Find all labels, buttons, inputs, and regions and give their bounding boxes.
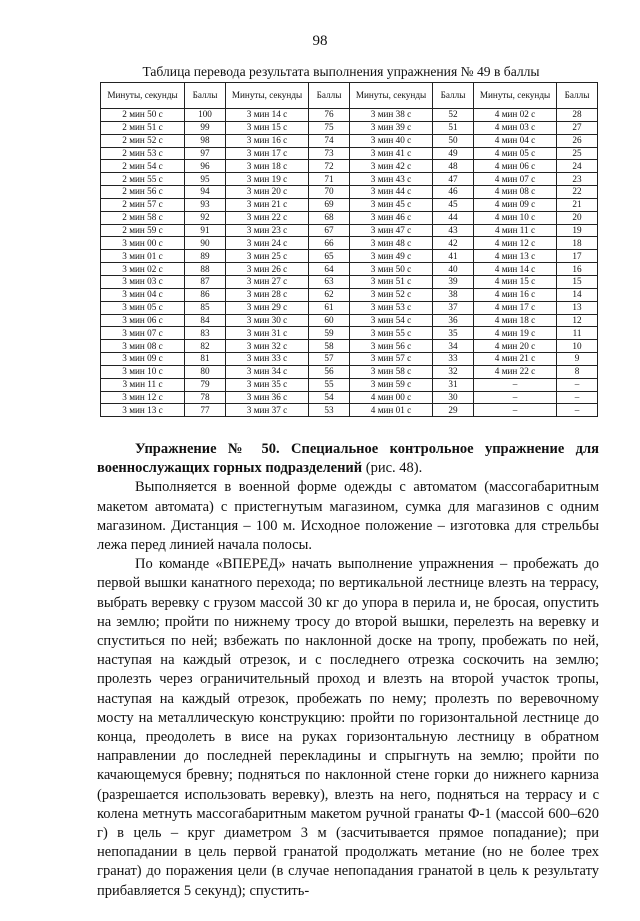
header-cell: Баллы bbox=[557, 83, 598, 109]
time-cell: 3 мин 20 с bbox=[226, 186, 309, 199]
score-cell: 74 bbox=[309, 134, 350, 147]
time-cell: 3 мин 18 с bbox=[226, 160, 309, 173]
table-row bbox=[101, 365, 598, 378]
time-cell: 3 мин 24 с bbox=[226, 237, 309, 250]
table-row bbox=[101, 224, 598, 237]
score-cell: 53 bbox=[309, 404, 350, 417]
time-cell: 2 мин 50 с bbox=[101, 109, 185, 122]
score-cell: 72 bbox=[309, 160, 350, 173]
time-cell: 3 мин 37 с bbox=[226, 404, 309, 417]
score-cell: 60 bbox=[309, 314, 350, 327]
time-cell: 3 мин 13 с bbox=[101, 404, 185, 417]
table-row bbox=[101, 353, 598, 366]
score-cell: 14 bbox=[557, 288, 598, 301]
time-cell: 3 мин 05 с bbox=[101, 301, 185, 314]
score-cell: 95 bbox=[185, 173, 226, 186]
time-cell: 3 мин 04 с bbox=[101, 288, 185, 301]
score-cell: 40 bbox=[433, 263, 474, 276]
time-cell: 4 мин 01 с bbox=[350, 404, 433, 417]
score-cell: 33 bbox=[433, 353, 474, 366]
table-row bbox=[101, 237, 598, 250]
time-cell: – bbox=[474, 404, 557, 417]
time-cell: 3 мин 33 с bbox=[226, 353, 309, 366]
time-cell: 3 мин 40 с bbox=[350, 134, 433, 147]
time-cell: – bbox=[474, 391, 557, 404]
score-cell: 80 bbox=[185, 365, 226, 378]
time-cell: 2 мин 59 с bbox=[101, 224, 185, 237]
time-cell: 3 мин 49 с bbox=[350, 250, 433, 263]
time-cell: 4 мин 03 с bbox=[474, 121, 557, 134]
time-cell: 3 мин 53 с bbox=[350, 301, 433, 314]
table-row bbox=[101, 275, 598, 288]
score-cell: 61 bbox=[309, 301, 350, 314]
time-cell: 2 мин 51 с bbox=[101, 121, 185, 134]
score-cell: 78 bbox=[185, 391, 226, 404]
time-cell: 3 мин 31 с bbox=[226, 327, 309, 340]
score-cell: 67 bbox=[309, 224, 350, 237]
page-number: 98 bbox=[312, 33, 328, 49]
score-cell: 23 bbox=[557, 173, 598, 186]
time-cell: 3 мин 22 с bbox=[226, 211, 309, 224]
table-caption: Таблица перевода результата выполнения упражнения № 49 в баллы bbox=[142, 64, 540, 79]
table-row bbox=[101, 160, 598, 173]
header-cell: Баллы bbox=[309, 83, 350, 109]
table-row bbox=[101, 198, 598, 211]
time-cell: 4 мин 18 с bbox=[474, 314, 557, 327]
time-cell: 3 мин 25 с bbox=[226, 250, 309, 263]
paragraph-1: Выполняется в военной форме одежды с автоматом (массогабаритным макетом автомата) с пристегнутым магазином, сумка для магазинов с одним магазином. Дистанция – 100 м. Исходное положение – изготовка для стрельбы лежа перед линией начала полосы. bbox=[97, 479, 599, 554]
table-row bbox=[101, 109, 598, 122]
score-cell: 54 bbox=[309, 391, 350, 404]
time-cell: 4 мин 11 с bbox=[474, 224, 557, 237]
score-cell: 57 bbox=[309, 353, 350, 366]
score-cell: 32 bbox=[433, 365, 474, 378]
header-cell: Минуты, секунды bbox=[474, 83, 557, 109]
score-cell: 8 bbox=[557, 365, 598, 378]
table-row bbox=[101, 314, 598, 327]
table-row bbox=[101, 186, 598, 199]
score-cell: 91 bbox=[185, 224, 226, 237]
score-cell: 94 bbox=[185, 186, 226, 199]
time-cell: 4 мин 14 с bbox=[474, 263, 557, 276]
header-cell: Минуты, секунды bbox=[350, 83, 433, 109]
time-cell: 3 мин 09 с bbox=[101, 353, 185, 366]
table-row bbox=[101, 173, 598, 186]
time-cell: 3 мин 28 с bbox=[226, 288, 309, 301]
table-row bbox=[101, 121, 598, 134]
time-cell: 4 мин 12 с bbox=[474, 237, 557, 250]
score-cell: – bbox=[557, 391, 598, 404]
time-cell: 3 мин 46 с bbox=[350, 211, 433, 224]
score-cell: 90 bbox=[185, 237, 226, 250]
time-cell: 3 мин 12 с bbox=[101, 391, 185, 404]
time-cell: 3 мин 44 с bbox=[350, 186, 433, 199]
time-cell: 3 мин 07 с bbox=[101, 327, 185, 340]
time-cell: 3 мин 16 с bbox=[226, 134, 309, 147]
time-cell: 3 мин 06 с bbox=[101, 314, 185, 327]
time-cell: 4 мин 00 с bbox=[350, 391, 433, 404]
score-cell: – bbox=[557, 404, 598, 417]
score-cell: 15 bbox=[557, 275, 598, 288]
time-cell: 2 мин 58 с bbox=[101, 211, 185, 224]
score-cell: 64 bbox=[309, 263, 350, 276]
table-header-row bbox=[101, 83, 598, 109]
score-cell: 42 bbox=[433, 237, 474, 250]
score-cell: 29 bbox=[433, 404, 474, 417]
score-cell: 83 bbox=[185, 327, 226, 340]
score-cell: 65 bbox=[309, 250, 350, 263]
time-cell: 3 мин 52 с bbox=[350, 288, 433, 301]
time-cell: 3 мин 56 с bbox=[350, 340, 433, 353]
score-cell: 63 bbox=[309, 275, 350, 288]
score-cell: 76 bbox=[309, 109, 350, 122]
time-cell: 4 мин 05 с bbox=[474, 147, 557, 160]
time-cell: 4 мин 15 с bbox=[474, 275, 557, 288]
score-cell: 58 bbox=[309, 340, 350, 353]
score-cell: 26 bbox=[557, 134, 598, 147]
score-cell: 59 bbox=[309, 327, 350, 340]
score-cell: 87 bbox=[185, 275, 226, 288]
time-cell: 3 мин 08 с bbox=[101, 340, 185, 353]
header-cell: Баллы bbox=[185, 83, 226, 109]
time-cell: 3 мин 47 с bbox=[350, 224, 433, 237]
time-cell: 4 мин 10 с bbox=[474, 211, 557, 224]
time-cell: 3 мин 36 с bbox=[226, 391, 309, 404]
score-cell: 73 bbox=[309, 147, 350, 160]
time-cell: 3 мин 11 с bbox=[101, 378, 185, 391]
score-cell: 48 bbox=[433, 160, 474, 173]
score-cell: 100 bbox=[185, 109, 226, 122]
score-cell: 89 bbox=[185, 250, 226, 263]
score-cell: 12 bbox=[557, 314, 598, 327]
score-table bbox=[100, 82, 598, 417]
score-cell: 11 bbox=[557, 327, 598, 340]
score-cell: 17 bbox=[557, 250, 598, 263]
time-cell: 3 мин 59 с bbox=[350, 378, 433, 391]
time-cell: 3 мин 00 с bbox=[101, 237, 185, 250]
score-cell: 46 bbox=[433, 186, 474, 199]
time-cell: 2 мин 52 с bbox=[101, 134, 185, 147]
score-cell: 66 bbox=[309, 237, 350, 250]
time-cell: 4 мин 19 с bbox=[474, 327, 557, 340]
time-cell: 3 мин 17 с bbox=[226, 147, 309, 160]
table-row bbox=[101, 404, 598, 417]
exercise-heading-bold: Упражнение № 50. Специальное контрольное упражнение для военнослужащих горных подразделений bbox=[97, 441, 599, 477]
score-cell: 31 bbox=[433, 378, 474, 391]
table-row bbox=[101, 250, 598, 263]
score-cell: 44 bbox=[433, 211, 474, 224]
header-cell: Минуты, секунды bbox=[101, 83, 185, 109]
score-cell: 34 bbox=[433, 340, 474, 353]
time-cell: 2 мин 57 с bbox=[101, 198, 185, 211]
time-cell: 3 мин 02 с bbox=[101, 263, 185, 276]
score-cell: 86 bbox=[185, 288, 226, 301]
score-cell: 27 bbox=[557, 121, 598, 134]
score-cell: 43 bbox=[433, 224, 474, 237]
time-cell: 3 мин 03 с bbox=[101, 275, 185, 288]
header-cell: Минуты, секунды bbox=[226, 83, 309, 109]
time-cell: 3 мин 57 с bbox=[350, 353, 433, 366]
time-cell: 4 мин 16 с bbox=[474, 288, 557, 301]
score-cell: 50 bbox=[433, 134, 474, 147]
time-cell: 3 мин 58 с bbox=[350, 365, 433, 378]
time-cell: 3 мин 55 с bbox=[350, 327, 433, 340]
header-cell: Баллы bbox=[433, 83, 474, 109]
score-cell: 79 bbox=[185, 378, 226, 391]
time-cell: 2 мин 55 с bbox=[101, 173, 185, 186]
time-cell: – bbox=[474, 378, 557, 391]
time-cell: 3 мин 19 с bbox=[226, 173, 309, 186]
score-cell: 88 bbox=[185, 263, 226, 276]
table-row bbox=[101, 147, 598, 160]
score-cell: 49 bbox=[433, 147, 474, 160]
time-cell: 3 мин 51 с bbox=[350, 275, 433, 288]
time-cell: 3 мин 45 с bbox=[350, 198, 433, 211]
score-cell: 77 bbox=[185, 404, 226, 417]
score-cell: 70 bbox=[309, 186, 350, 199]
score-cell: 55 bbox=[309, 378, 350, 391]
score-cell: 75 bbox=[309, 121, 350, 134]
table-row bbox=[101, 327, 598, 340]
score-cell: 92 bbox=[185, 211, 226, 224]
score-cell: 36 bbox=[433, 314, 474, 327]
score-cell: 18 bbox=[557, 237, 598, 250]
time-cell: 4 мин 20 с bbox=[474, 340, 557, 353]
time-cell: 3 мин 39 с bbox=[350, 121, 433, 134]
time-cell: 3 мин 30 с bbox=[226, 314, 309, 327]
score-cell: 41 bbox=[433, 250, 474, 263]
score-cell: 56 bbox=[309, 365, 350, 378]
time-cell: 3 мин 54 с bbox=[350, 314, 433, 327]
exercise-heading bbox=[97, 440, 599, 478]
time-cell: 4 мин 22 с bbox=[474, 365, 557, 378]
time-cell: 4 мин 13 с bbox=[474, 250, 557, 263]
time-cell: 3 мин 15 с bbox=[226, 121, 309, 134]
score-cell: 99 bbox=[185, 121, 226, 134]
time-cell: 4 мин 02 с bbox=[474, 109, 557, 122]
score-cell: 62 bbox=[309, 288, 350, 301]
score-cell: 37 bbox=[433, 301, 474, 314]
score-cell: 93 bbox=[185, 198, 226, 211]
paragraph-2: По команде «ВПЕРЕД» начать выполнение упражнения – пробежать до первой вышки канатного перехода; по вертикальной лестнице влезть на террасу, выбрать веревку с грузом массой 30 кг до упора в перила и, не бросая, опустить на землю; пройти по нижнему тросу до второй вышки, перелезть на веревку и спуститься по ней; взбежать по наклонной доске на тропу, пробежать по ней, наступая на каждый отрезок, и с последнего отрезка соскочить на землю; пролезть через ограничительный проход и влезть на второй участок тропы, наступая на каждый отрезок, пробежать по нему; пролезть по веревочному мосту на металлическую конструкцию: пройти по горизонтальной лестнице до конца, преодолеть в висе на руках горизонтальную лестницу в обратном направлении до последней перекладины и спрыгнуть на землю; пройти по качающемуся бревну; подняться по наклонной стене горки до нижнего карниза (разрешается использовать веревку), влезть на него, подняться на террасу и с колена метнуть массогабаритным макетом ручной гранаты Ф-1 (массой 600–620 г) в цель – круг диаметром 3 м (засчитывается прямое попадание); при непопадании в цель первой гранатой продолжать метание (но не более трех гранат) до поражения цели (в случае непопадания гранатой в цель к результату прибавляется 5 секунд); спустить- bbox=[97, 556, 599, 899]
time-cell: 2 мин 56 с bbox=[101, 186, 185, 199]
score-cell: 81 bbox=[185, 353, 226, 366]
time-cell: 4 мин 04 с bbox=[474, 134, 557, 147]
score-cell: 69 bbox=[309, 198, 350, 211]
exercise-heading-tail: (рис. 48). bbox=[362, 460, 423, 477]
score-cell: 21 bbox=[557, 198, 598, 211]
time-cell: 4 мин 06 с bbox=[474, 160, 557, 173]
score-cell: 38 bbox=[433, 288, 474, 301]
score-cell: 10 bbox=[557, 340, 598, 353]
time-cell: 3 мин 42 с bbox=[350, 160, 433, 173]
table-row bbox=[101, 378, 598, 391]
time-cell: 4 мин 07 с bbox=[474, 173, 557, 186]
score-cell: 68 bbox=[309, 211, 350, 224]
time-cell: 4 мин 09 с bbox=[474, 198, 557, 211]
score-table-container bbox=[100, 82, 598, 417]
score-cell: 25 bbox=[557, 147, 598, 160]
time-cell: 3 мин 27 с bbox=[226, 275, 309, 288]
time-cell: 2 мин 53 с bbox=[101, 147, 185, 160]
score-cell: 51 bbox=[433, 121, 474, 134]
time-cell: 3 мин 01 с bbox=[101, 250, 185, 263]
time-cell: 3 мин 41 с bbox=[350, 147, 433, 160]
score-cell: 30 bbox=[433, 391, 474, 404]
score-cell: 35 bbox=[433, 327, 474, 340]
score-cell: 24 bbox=[557, 160, 598, 173]
score-cell: 39 bbox=[433, 275, 474, 288]
table-row bbox=[101, 211, 598, 224]
score-cell: 45 bbox=[433, 198, 474, 211]
score-cell: 71 bbox=[309, 173, 350, 186]
score-cell: 97 bbox=[185, 147, 226, 160]
time-cell: 3 мин 26 с bbox=[226, 263, 309, 276]
time-cell: 4 мин 21 с bbox=[474, 353, 557, 366]
time-cell: 3 мин 35 с bbox=[226, 378, 309, 391]
score-cell: 82 bbox=[185, 340, 226, 353]
time-cell: 2 мин 54 с bbox=[101, 160, 185, 173]
time-cell: 3 мин 29 с bbox=[226, 301, 309, 314]
time-cell: 3 мин 21 с bbox=[226, 198, 309, 211]
time-cell: 3 мин 43 с bbox=[350, 173, 433, 186]
score-cell: 28 bbox=[557, 109, 598, 122]
score-cell: 98 bbox=[185, 134, 226, 147]
table-body bbox=[101, 109, 598, 417]
table-row bbox=[101, 301, 598, 314]
score-cell: 96 bbox=[185, 160, 226, 173]
time-cell: 4 мин 17 с bbox=[474, 301, 557, 314]
table-row bbox=[101, 391, 598, 404]
score-cell: 9 bbox=[557, 353, 598, 366]
score-cell: 85 bbox=[185, 301, 226, 314]
score-cell: 16 bbox=[557, 263, 598, 276]
table-row bbox=[101, 263, 598, 276]
table-row bbox=[101, 340, 598, 353]
table-row bbox=[101, 288, 598, 301]
time-cell: 3 мин 50 с bbox=[350, 263, 433, 276]
score-cell: 22 bbox=[557, 186, 598, 199]
score-cell: 47 bbox=[433, 173, 474, 186]
score-cell: 52 bbox=[433, 109, 474, 122]
score-cell: – bbox=[557, 378, 598, 391]
time-cell: 3 мин 10 с bbox=[101, 365, 185, 378]
time-cell: 4 мин 08 с bbox=[474, 186, 557, 199]
exercise-text bbox=[97, 440, 599, 901]
score-cell: 13 bbox=[557, 301, 598, 314]
time-cell: 3 мин 34 с bbox=[226, 365, 309, 378]
score-cell: 19 bbox=[557, 224, 598, 237]
time-cell: 3 мин 32 с bbox=[226, 340, 309, 353]
time-cell: 3 мин 14 с bbox=[226, 109, 309, 122]
table-row bbox=[101, 134, 598, 147]
score-cell: 20 bbox=[557, 211, 598, 224]
time-cell: 3 мин 23 с bbox=[226, 224, 309, 237]
score-cell: 84 bbox=[185, 314, 226, 327]
time-cell: 3 мин 48 с bbox=[350, 237, 433, 250]
time-cell: 3 мин 38 с bbox=[350, 109, 433, 122]
